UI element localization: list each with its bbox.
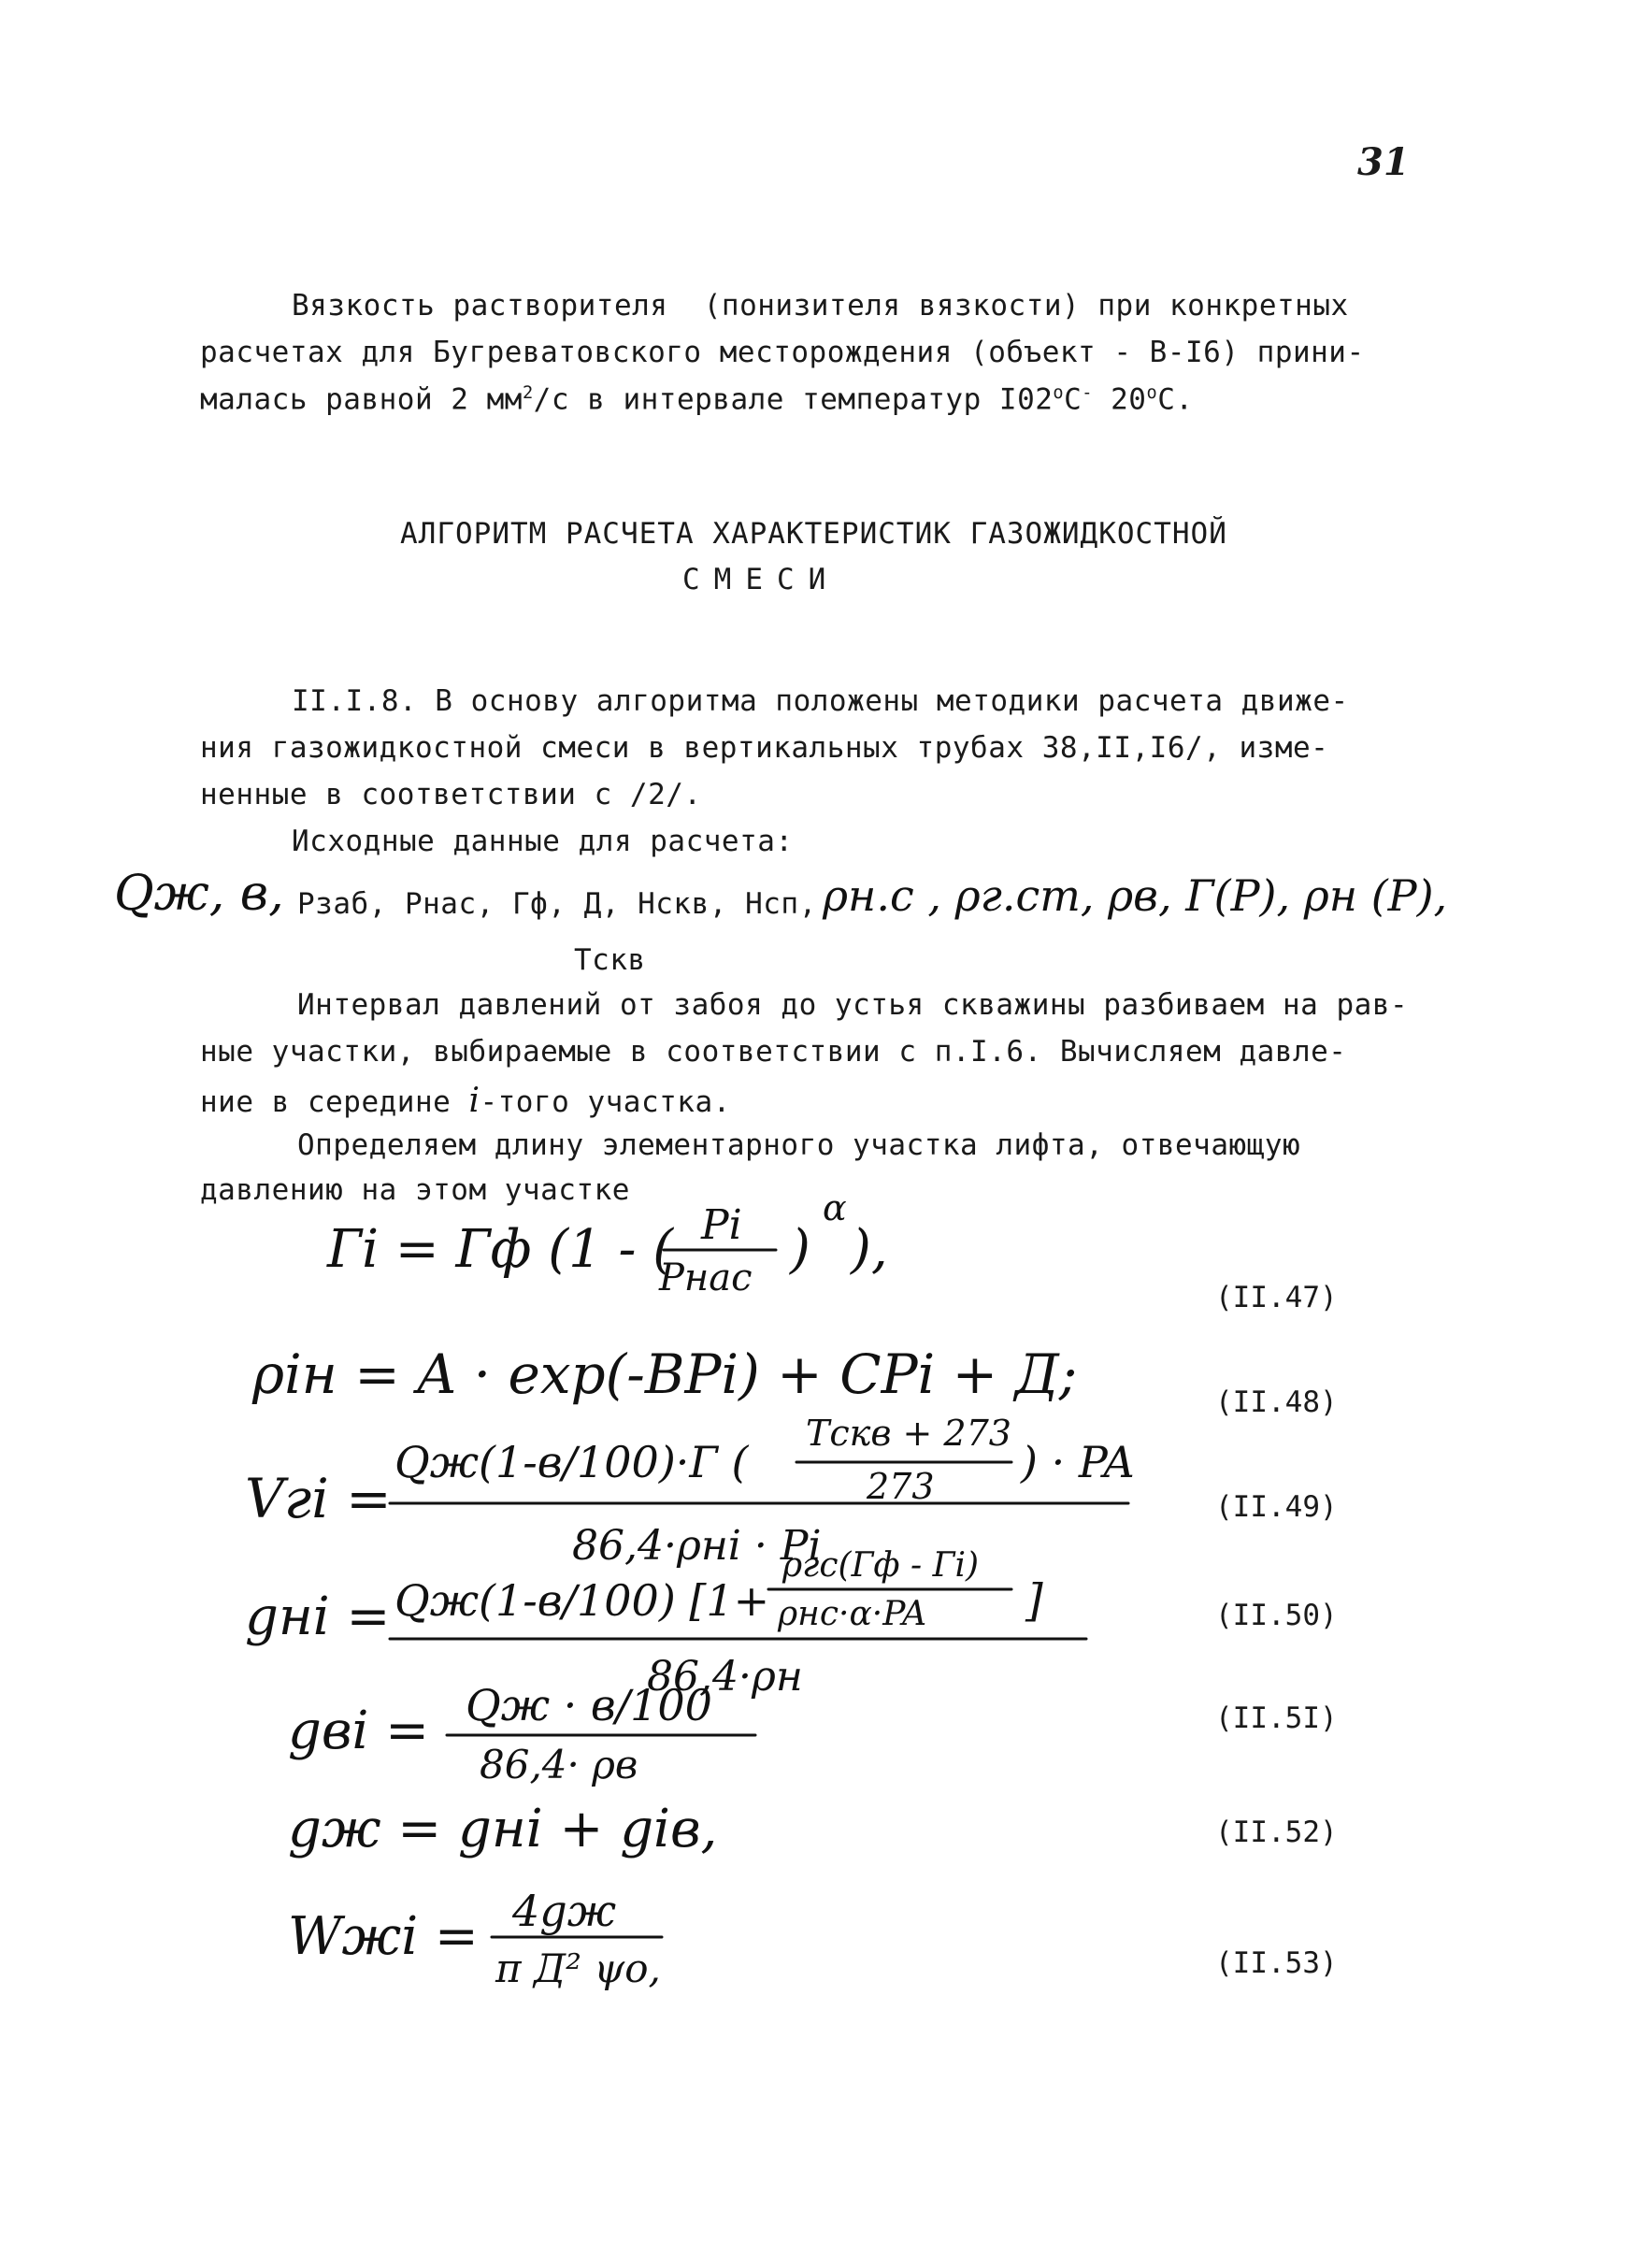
equation-number-II-50: (II.50) [1215, 1599, 1338, 1632]
equation-number-II-49: (II.49) [1215, 1490, 1338, 1524]
para2-line-2: ные участки, выбираемые в соответствии с п.I.6. Вычисляем давле- [200, 1035, 1347, 1069]
svg-text:4gж: 4gж [512, 1886, 617, 1936]
equation-II-53 [288, 1879, 942, 2001]
svg-text:86,4·ρн: 86,4·ρн [647, 1653, 803, 1701]
svg-text:Pi: Pi [701, 1201, 742, 1249]
svg-text:gнi =: gнi = [245, 1586, 391, 1647]
para1-line-3: ненные в соответствии с /2/. [200, 778, 702, 811]
inputs-label: Исходные данные для расчета: [292, 825, 794, 858]
inputs-typed: Рзаб, Рнас, Гф, Д, Нскв, Нсп, [297, 887, 817, 921]
section-heading: АЛГОРИТМ РАСЧЕТА ХАРАКТЕРИСТИК ГАЗОЖИДКОСТНОЙ [400, 517, 1227, 551]
svg-text:86,4·ρнi · Pi: 86,4·ρнi · Pi [572, 1522, 822, 1570]
para2-line-3: ние в середине i-того участка. [200, 1082, 731, 1120]
equation-II-47 [327, 1183, 982, 1304]
svg-text:Vгi =: Vгi = [245, 1467, 392, 1530]
para1-line-1: II.I.8. В основу алгоритма положены методики расчета движе- [292, 684, 1349, 718]
svg-text:): ) [790, 1219, 810, 1280]
svg-text:Qж(1-в/100)·Г (: Qж(1-в/100)·Г ( [394, 1437, 749, 1487]
svg-text:gж = gнi + giв,: gж = gнi + giв, [288, 1799, 718, 1859]
intro-line-3: малась равной 2 $мм^2/с$ в интервале температур I02$^o$С- 20$^o$С. [200, 382, 1194, 417]
intro-line-2: расчетах для Бугреватовского месторождения (объект - В-I6) прини- [200, 336, 1365, 369]
svg-text:α: α [823, 1187, 847, 1228]
equation-number-II-52: (II.52) [1215, 1816, 1338, 1849]
equation-number-II-51: (II.5I) [1215, 1701, 1338, 1735]
para2-line-1: Интервал давлений от забоя до устья скважины разбиваем на рав- [297, 988, 1409, 1022]
equation-II-52 [288, 1781, 942, 1874]
inputs-next-line: Тскв [574, 943, 646, 977]
svg-text:Qж(1-в/100) [1+: Qж(1-в/100) [1+ [394, 1575, 770, 1626]
svg-text:Qж · в/100: Qж · в/100 [466, 1680, 712, 1730]
equation-II-51 [288, 1673, 942, 1795]
svg-text:gвi =: gвi = [288, 1701, 430, 1761]
para1-line-2: ния газожидкостной смеси в вертикальных трубах 38,II,I6/, изме- [200, 731, 1329, 765]
para3-line-1: Определяем длину элементарного участка лифта, отвечающую [297, 1128, 1301, 1162]
inputs-handwritten-left: Qж, в, [114, 866, 284, 922]
inputs-handwritten-right: ρн.с , ρг.ст, ρв, Г(Р), ρн (Р), [823, 870, 1448, 921]
equation-number-II-48: (II.48) [1215, 1385, 1338, 1419]
equation-number-II-47: (II.47) [1215, 1281, 1338, 1314]
page-number: 31 [1357, 140, 1410, 184]
svg-text:Гi = Гф (1 - (: Гi = Гф (1 - ( [327, 1219, 674, 1280]
para3-line-2: давлению на этом участке [200, 1173, 630, 1207]
svg-text:273: 273 [867, 1466, 935, 1507]
svg-text:86,4· ρв: 86,4· ρв [480, 1742, 638, 1787]
intro-line-1: Вязкость растворителя (понизителя вязкости) при конкретных [292, 289, 1349, 323]
svg-text:Pнас: Pнас [659, 1256, 753, 1299]
equation-number-II-53: (II.53) [1215, 1946, 1338, 1980]
section-heading-cont: СМЕСИ [682, 563, 840, 596]
svg-text:]: ] [1025, 1574, 1043, 1627]
svg-text:ρнс·α·PA: ρнс·α·PA [778, 1595, 927, 1633]
svg-text:Тскв + 273: Тскв + 273 [806, 1413, 1011, 1454]
svg-text:) · PA: ) · PA [1021, 1437, 1135, 1487]
svg-text:ρiн = A · exp(-BPi) + CPi + Д;: ρiн = A · exp(-BPi) + CPi + Д; [252, 1342, 1078, 1406]
svg-text:π Д² ψо,: π Д² ψо, [495, 1945, 661, 1991]
equation-II-48 [252, 1328, 1078, 1421]
svg-text:Wжi =: Wжi = [288, 1906, 479, 1967]
svg-text:ρгс(Гф - Гi): ρгс(Гф - Гi) [782, 1546, 980, 1585]
svg-text:),: ), [851, 1219, 888, 1280]
